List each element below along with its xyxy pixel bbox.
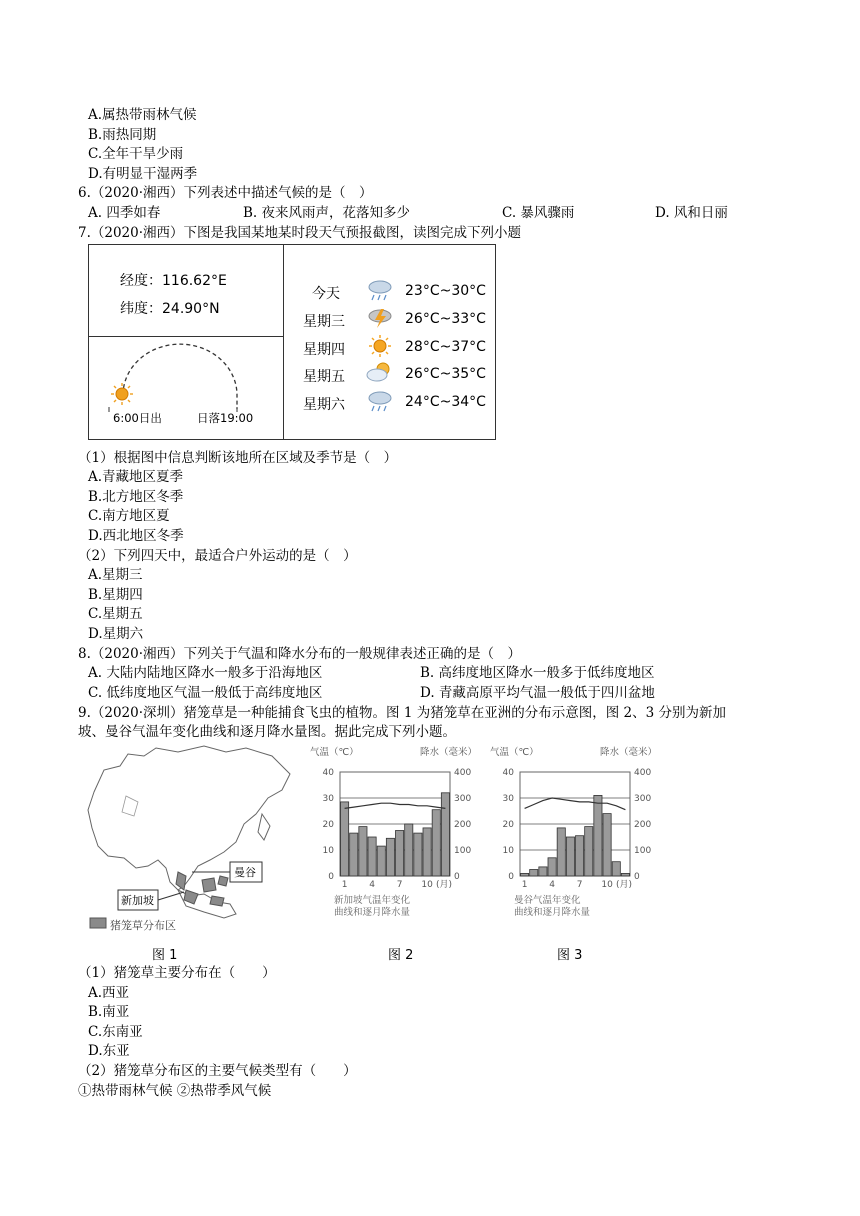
- precipitation-bar: [341, 802, 349, 876]
- q8-option-c: C. 低纬度地区气温一般低于高纬度地区: [88, 685, 323, 701]
- q6-stem: 6.（2020·湘西）下列表述中描述气候的是（ ）: [78, 185, 373, 201]
- forecast-day-0: 今天: [312, 286, 340, 302]
- figure-caption-3: 图 3: [557, 948, 583, 963]
- right-tick-label: 0: [634, 872, 640, 882]
- q7-sub1-option-c: C.南方地区夏: [88, 508, 170, 524]
- forecast-temp-0: 23°C~30°C: [405, 283, 486, 299]
- right-tick-label: 200: [454, 820, 472, 830]
- right-axis-title: 降水（毫米）: [420, 747, 478, 758]
- precipitation-bar: [612, 862, 620, 876]
- q6-option-d: D. 风和日丽: [655, 205, 728, 221]
- q6-option-c: C. 暴风骤雨: [502, 205, 575, 221]
- figure-caption-1: 图 1: [152, 948, 178, 963]
- thunder-cloud-icon: [369, 309, 391, 328]
- figure-caption-2: 图 2: [388, 948, 414, 963]
- precipitation-bar: [359, 827, 367, 876]
- q5-option-a: A.属热带雨林气候: [88, 107, 197, 123]
- left-tick-label: 40: [502, 768, 514, 778]
- q6-option-a: A. 四季如春: [88, 205, 161, 221]
- temperature-curve: [525, 798, 626, 810]
- precipitation-bar: [414, 833, 422, 876]
- precipitation-bar: [350, 833, 358, 876]
- left-tick-label: 20: [322, 820, 334, 830]
- precipitation-bar: [441, 793, 449, 876]
- left-axis-title: 气温（℃）: [310, 747, 359, 758]
- precipitation-bar: [539, 867, 547, 876]
- right-tick-label: 0: [454, 872, 460, 882]
- partly-cloudy-icon: [367, 363, 389, 381]
- x-unit-label: (月): [615, 880, 633, 890]
- q9-sub1-option-d: D.东亚: [88, 1043, 130, 1059]
- left-axis-title: 气温（℃）: [490, 747, 539, 758]
- left-tick-label: 30: [502, 794, 514, 804]
- q8-option-d: D. 青藏高原平均气温一般低于四川盆地: [420, 685, 655, 701]
- left-tick-label: 0: [328, 872, 334, 882]
- x-unit-label: (月): [435, 880, 453, 890]
- q9-sub1-option-a: A.西亚: [88, 985, 130, 1001]
- precipitation-bar: [576, 836, 584, 876]
- left-tick-label: 10: [322, 846, 334, 856]
- q7-stem: 7.（2020·湘西）下图是我国某地某时段天气预报截图，读图完成下列小题: [78, 225, 522, 241]
- singapore-climate-chart: [308, 744, 478, 930]
- precipitation-bar: [585, 827, 593, 876]
- x-tick-label: 4: [369, 880, 375, 890]
- forecast-temp-3: 26°C~35°C: [405, 366, 486, 382]
- q8-option-a: A. 大陆内陆地区降水一般多于沿海地区: [88, 665, 323, 681]
- q7-sub2-stem: （2）下列四天中，最适合户外运动的是（ ）: [78, 548, 357, 564]
- chart-caption-line1: 新加坡气温年变化: [334, 895, 411, 906]
- rain-cloud-icon: [369, 281, 391, 300]
- q5-option-b: B.雨热同期: [88, 127, 157, 143]
- chart-caption-line2: 曲线和逐月降水量: [334, 907, 411, 918]
- sunset-label: 日落19:00: [197, 411, 254, 425]
- left-tick-label: 40: [322, 768, 334, 778]
- left-tick-label: 30: [322, 794, 334, 804]
- right-tick-label: 400: [634, 768, 652, 778]
- q9-sub1-stem: （1）猪笼草主要分布在（ ）: [78, 965, 276, 981]
- asia-distribution-map: [86, 744, 300, 934]
- q7-sub2-option-d: D.星期六: [88, 626, 144, 642]
- forecast-temp-4: 24°C~34°C: [405, 394, 486, 410]
- rising-sun-icon: [111, 383, 133, 405]
- precipitation-bar: [603, 814, 611, 876]
- forecast-icons: [364, 278, 396, 418]
- x-tick-label: 7: [396, 880, 403, 890]
- map-label-singapore: 新加坡: [121, 894, 154, 907]
- q6-option-b: B. 夜来风雨声，花落知多少: [243, 205, 411, 221]
- q9-sub2-line: ①热带雨林气候 ②热带季风气候: [78, 1083, 272, 1099]
- precipitation-bar: [368, 837, 376, 876]
- precipitation-bar: [566, 837, 574, 876]
- sun-icon: [369, 335, 391, 357]
- left-tick-label: 10: [502, 846, 514, 856]
- q5-option-c: C.全年干旱少雨: [88, 146, 184, 162]
- right-tick-label: 300: [454, 794, 472, 804]
- q7-sub1-option-b: B.北方地区冬季: [88, 489, 184, 505]
- q7-sub1-stem: （1）根据图中信息判断该地所在区域及季节是（ ）: [78, 450, 398, 466]
- q7-sub1-option-a: A.青藏地区夏季: [88, 469, 184, 485]
- legend-swatch: [90, 918, 106, 928]
- right-tick-label: 400: [454, 768, 472, 778]
- forecast-day-1: 星期三: [303, 314, 345, 330]
- latitude-label: 纬度：24.90°N: [120, 301, 220, 317]
- q7-sub2-option-b: B.星期四: [88, 587, 143, 603]
- right-tick-label: 200: [634, 820, 652, 830]
- q5-option-d: D.有明显干湿两季: [88, 166, 198, 182]
- precipitation-bar: [548, 858, 556, 876]
- q9-stem-line2: 坡、曼谷气温年变化曲线和逐月降水量图。据此完成下列小题。: [78, 724, 456, 740]
- longitude-label: 经度：116.62°E: [120, 273, 227, 289]
- forecast-day-2: 星期四: [303, 342, 345, 358]
- map-legend-label: 猪笼草分布区: [110, 919, 176, 932]
- weather-divider-vertical: [283, 244, 284, 440]
- precipitation-bar: [423, 828, 431, 876]
- x-tick-label: 4: [549, 880, 555, 890]
- q7-sub1-option-d: D.西北地区冬季: [88, 528, 184, 544]
- forecast-temp-2: 28°C~37°C: [405, 339, 486, 355]
- left-tick-label: 20: [502, 820, 514, 830]
- chart-caption-line1: 曼谷气温年变化: [514, 895, 581, 906]
- q9-sub1-option-b: B.南亚: [88, 1004, 130, 1020]
- right-tick-label: 100: [454, 846, 472, 856]
- x-tick-label: 10: [421, 880, 433, 890]
- right-tick-label: 100: [634, 846, 652, 856]
- forecast-temp-1: 26°C~33°C: [405, 311, 486, 327]
- bangkok-climate-chart: [488, 744, 658, 930]
- x-tick-label: 1: [521, 880, 528, 890]
- precipitation-bar: [396, 831, 404, 877]
- q9-stem-line1: 9.（2020·深圳）猪笼草是一种能捕食飞虫的植物。图 1 为猪笼草在亚洲的分布示意图，图 2、3 分别为新加: [78, 705, 726, 721]
- precipitation-bar: [432, 810, 440, 876]
- q9-sub1-option-c: C.东南亚: [88, 1024, 143, 1040]
- x-tick-label: 1: [341, 880, 348, 890]
- right-axis-title: 降水（毫米）: [600, 747, 658, 758]
- q9-sub2-stem: （2）猪笼草分布区的主要气候类型有（ ）: [78, 1063, 357, 1079]
- precipitation-bar: [557, 828, 565, 876]
- chart-caption-line2: 曲线和逐月降水量: [514, 907, 591, 918]
- q8-option-b: B. 高纬度地区降水一般多于低纬度地区: [420, 665, 655, 681]
- x-tick-label: 10: [601, 880, 613, 890]
- precipitation-bar: [386, 838, 394, 876]
- precipitation-bar: [405, 824, 413, 876]
- x-tick-label: 7: [576, 880, 583, 890]
- precipitation-bar: [377, 846, 385, 876]
- forecast-day-3: 星期五: [303, 369, 345, 385]
- precipitation-bar: [521, 873, 529, 876]
- q7-sub2-option-c: C.星期五: [88, 606, 143, 622]
- sunrise-label: 6:00日出: [113, 411, 162, 425]
- q8-stem: 8.（2020·湘西）下列关于气温和降水分布的一般规律表述正确的是（ ）: [78, 646, 522, 662]
- rain-cloud-icon: [369, 392, 391, 411]
- temperature-curve: [345, 803, 446, 808]
- left-tick-label: 0: [508, 872, 514, 882]
- precipitation-bar: [594, 795, 602, 876]
- precipitation-bar: [621, 873, 629, 876]
- precipitation-bar: [530, 870, 538, 877]
- forecast-day-4: 星期六: [303, 397, 345, 413]
- right-tick-label: 300: [634, 794, 652, 804]
- map-label-bangkok: 曼谷: [234, 866, 256, 879]
- q7-sub2-option-a: A.星期三: [88, 567, 143, 583]
